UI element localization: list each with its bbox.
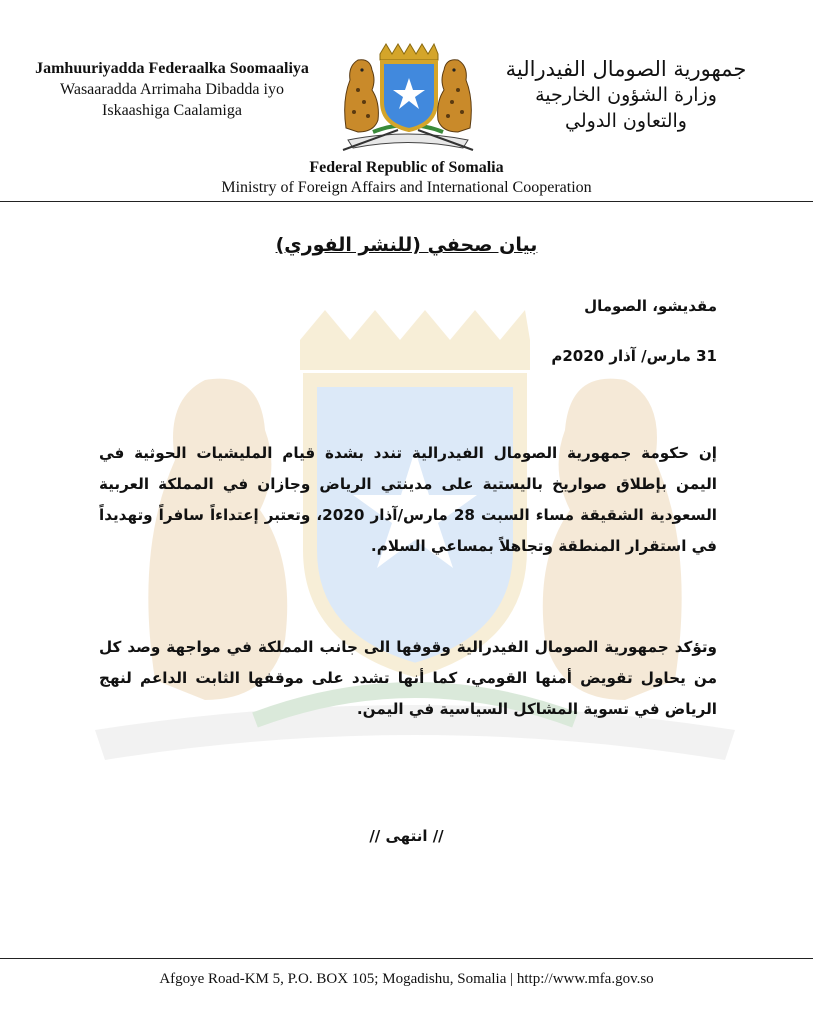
- arabic-country-name: جمهورية الصومال الفيدرالية: [505, 57, 747, 81]
- footer-address: Afgoye Road-KM 5, P.O. BOX 105; Mogadishu, Somalia | http://www.mfa.gov.so: [159, 971, 654, 987]
- dateline-place: مقديشو، الصومال: [584, 297, 717, 315]
- arabic-ministry-line1: وزارة الشؤون الخارجية: [535, 84, 717, 106]
- letterhead-somali: [22, 58, 322, 121]
- arabic-ministry-line2: والتعاون الدولي: [565, 110, 687, 132]
- somali-ministry-line1: Wasaaradda Arrimaha Dibadda iyo: [60, 81, 284, 98]
- somalia-coat-of-arms-icon: [328, 40, 488, 155]
- letterhead-english: [0, 158, 813, 198]
- statement-paragraph-1: إن حكومة جمهورية الصومال الفيدرالية تندد بشدة قيام المليشيات الحوثية في اليمن بإطلاق صواريخ باليستية على مدينتي الرياض وجازان في المملكة العربية السعودية الشقيقة مساء السبت 28 مارس/آذار 2020، وتعتبر إعتداءاً سافراً وتهديداً في استقرار المنطقة وتجاهلاً بمساعي السلام.: [99, 444, 717, 555]
- dateline-date: 31 مارس/ آذار 2020م: [551, 347, 717, 365]
- statement-end-marker: // انتهى //: [369, 827, 444, 845]
- press-release-headline: بيان صحفي (للنشر الفوري): [275, 234, 538, 256]
- statement-paragraph-2: وتؤكد جمهورية الصومال الفيدرالية وقوفها الى جانب المملكة في مواجهة وصد كل من يحاول تقويض أمنها القومي، كما أنها تشدد على موقفها الثابت الداعم لنهج الرياض في تسوية المشاكل السياسية في اليمن.: [99, 638, 717, 718]
- footer-divider: [0, 958, 813, 959]
- somali-ministry-line2: Iskaashiga Caalamiga: [102, 102, 242, 119]
- letterhead-arabic: [471, 56, 781, 134]
- english-country-name: Federal Republic of Somalia: [309, 159, 504, 176]
- header-divider: [0, 201, 813, 202]
- english-ministry-name: Ministry of Foreign Affairs and International Cooperation: [221, 179, 592, 196]
- somali-country-name: Jamhuuriyadda Federaalka Soomaaliya: [35, 60, 309, 77]
